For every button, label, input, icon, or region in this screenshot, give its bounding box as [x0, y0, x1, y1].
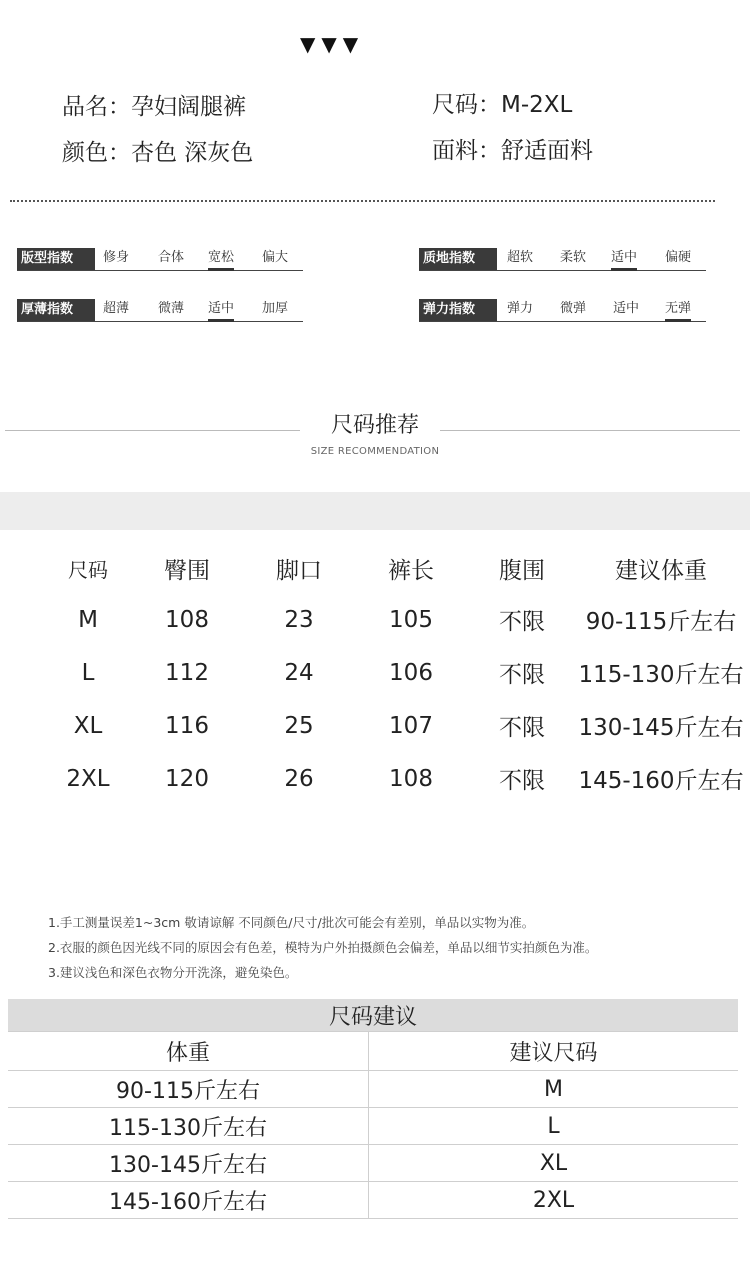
scale-thickness: [17, 299, 303, 325]
cell: M: [78, 606, 98, 633]
col-header-weight: 体重: [8, 1032, 369, 1071]
cell: 90-115斤左右: [585, 609, 737, 635]
scale-option: 加厚: [262, 301, 289, 316]
scale-option: 超软: [507, 250, 534, 265]
recommend-title: 尺码建议: [8, 999, 738, 1032]
scale-option: 偏大: [262, 250, 289, 265]
scale-option: 微弹: [560, 301, 587, 316]
recommend-table: [8, 999, 738, 1219]
table-row: [45, 646, 745, 699]
cell: 112: [165, 659, 209, 686]
product-fabric: [432, 132, 593, 165]
note-item: 2.衣服的颜色因光线不同的原因会有色差，模特为户外拍摄颜色会偏差，单品以细节实拍颜色为准。: [48, 940, 598, 955]
cell: L: [81, 659, 95, 686]
cell: 不限: [499, 609, 545, 635]
product-fabric-label: 面料：: [432, 138, 501, 164]
size-table: [45, 543, 745, 805]
down-arrows-icon: ▼▼▼: [300, 32, 365, 56]
col-header-hip: 臀围: [164, 557, 210, 584]
notes: [48, 910, 597, 985]
cell: 不限: [499, 768, 545, 794]
scale-line: [17, 270, 303, 271]
cell: L: [369, 1108, 739, 1145]
product-size-label: 尺码：: [432, 92, 501, 118]
cell: XL: [369, 1145, 739, 1182]
scale-option: 超薄: [103, 301, 130, 316]
col-header-belly: 腹围: [499, 557, 545, 584]
recommend-header-row: [8, 1032, 738, 1071]
cell: XL: [73, 712, 103, 739]
scale-line: [419, 270, 706, 271]
table-row: [8, 1071, 738, 1108]
table-row: [45, 593, 745, 646]
scale-option-selected: 适中: [208, 299, 234, 322]
cell: 2XL: [369, 1182, 739, 1219]
table-row: [45, 699, 745, 752]
scale-option-selected: 宽松: [208, 248, 234, 271]
product-size: [432, 86, 572, 119]
scale-option-selected: 无弹: [665, 299, 691, 322]
scale-line: [419, 321, 706, 322]
cell: 108: [389, 765, 433, 792]
scale-option: 弹力: [507, 301, 534, 316]
col-header-size: 尺码: [68, 557, 108, 582]
product-name-label: 品名：: [62, 94, 131, 120]
section-title: 尺码推荐: [330, 413, 419, 438]
cell: 145-160斤左右: [578, 768, 744, 794]
scale-elasticity: [419, 299, 706, 325]
cell: 90-115斤左右: [8, 1071, 369, 1108]
note-item: 1.手工测量误差1~3cm 敬请谅解 不同颜色/尺寸/批次可能会有差别，单品以实物为准。: [48, 915, 535, 930]
product-size-value: M-2XL: [501, 92, 573, 118]
scale-option: 修身: [103, 250, 130, 265]
cell: 130-145斤左右: [8, 1145, 369, 1182]
scale-option: 合体: [158, 250, 185, 265]
scale-title: 质地指数: [419, 248, 497, 270]
cell: 115-130斤左右: [578, 662, 744, 688]
scale-title: 版型指数: [17, 248, 95, 270]
scale-option: 柔软: [560, 250, 587, 265]
product-color: [62, 134, 253, 167]
product-name: [62, 88, 246, 121]
col-header-suggested-size: 建议尺码: [369, 1032, 739, 1071]
recommend-title-row: [8, 999, 738, 1032]
product-fabric-value: 舒适面料: [501, 138, 593, 164]
cell: 23: [284, 606, 314, 633]
scale-title: 弹力指数: [419, 299, 497, 321]
scale-texture: [419, 248, 706, 274]
cell: 25: [284, 712, 314, 739]
dotted-divider: [10, 200, 715, 202]
cell: 115-130斤左右: [8, 1108, 369, 1145]
cell: 145-160斤左右: [8, 1182, 369, 1219]
gray-band: [0, 492, 750, 530]
col-header-hem: 脚口: [276, 557, 322, 584]
cell: 120: [165, 765, 209, 792]
cell: 105: [389, 606, 433, 633]
cell: 116: [165, 712, 209, 739]
product-name-value: 孕妇阔腿裤: [131, 94, 246, 120]
cell: M: [369, 1071, 739, 1108]
table-row: [8, 1108, 738, 1145]
table-row: [8, 1182, 738, 1219]
table-row: [45, 752, 745, 805]
cell: 24: [284, 659, 314, 686]
cell: 108: [165, 606, 209, 633]
scale-option: 适中: [613, 301, 640, 316]
section-subtitle: SIZE RECOMMENDATION: [310, 446, 440, 457]
cell: 26: [284, 765, 314, 792]
cell: 107: [389, 712, 433, 739]
scale-fit: [17, 248, 303, 274]
scale-option: 微薄: [158, 301, 185, 316]
scale-option: 偏硬: [665, 250, 692, 265]
col-header-weight: 建议体重: [615, 557, 707, 584]
cell: 130-145斤左右: [578, 715, 744, 741]
scale-title: 厚薄指数: [17, 299, 95, 321]
scale-option-selected: 适中: [611, 248, 637, 271]
cell: 不限: [499, 662, 545, 688]
product-color-value: 杏色 深灰色: [131, 140, 254, 166]
col-header-length: 裤长: [388, 557, 434, 584]
cell: 106: [389, 659, 433, 686]
cell: 2XL: [66, 765, 110, 792]
scale-line: [17, 321, 303, 322]
cell: 不限: [499, 715, 545, 741]
note-item: 3.建议浅色和深色衣物分开洗涤，避免染色。: [48, 965, 298, 980]
product-color-label: 颜色：: [62, 140, 131, 166]
table-row: [8, 1145, 738, 1182]
table-header-row: [45, 543, 745, 593]
